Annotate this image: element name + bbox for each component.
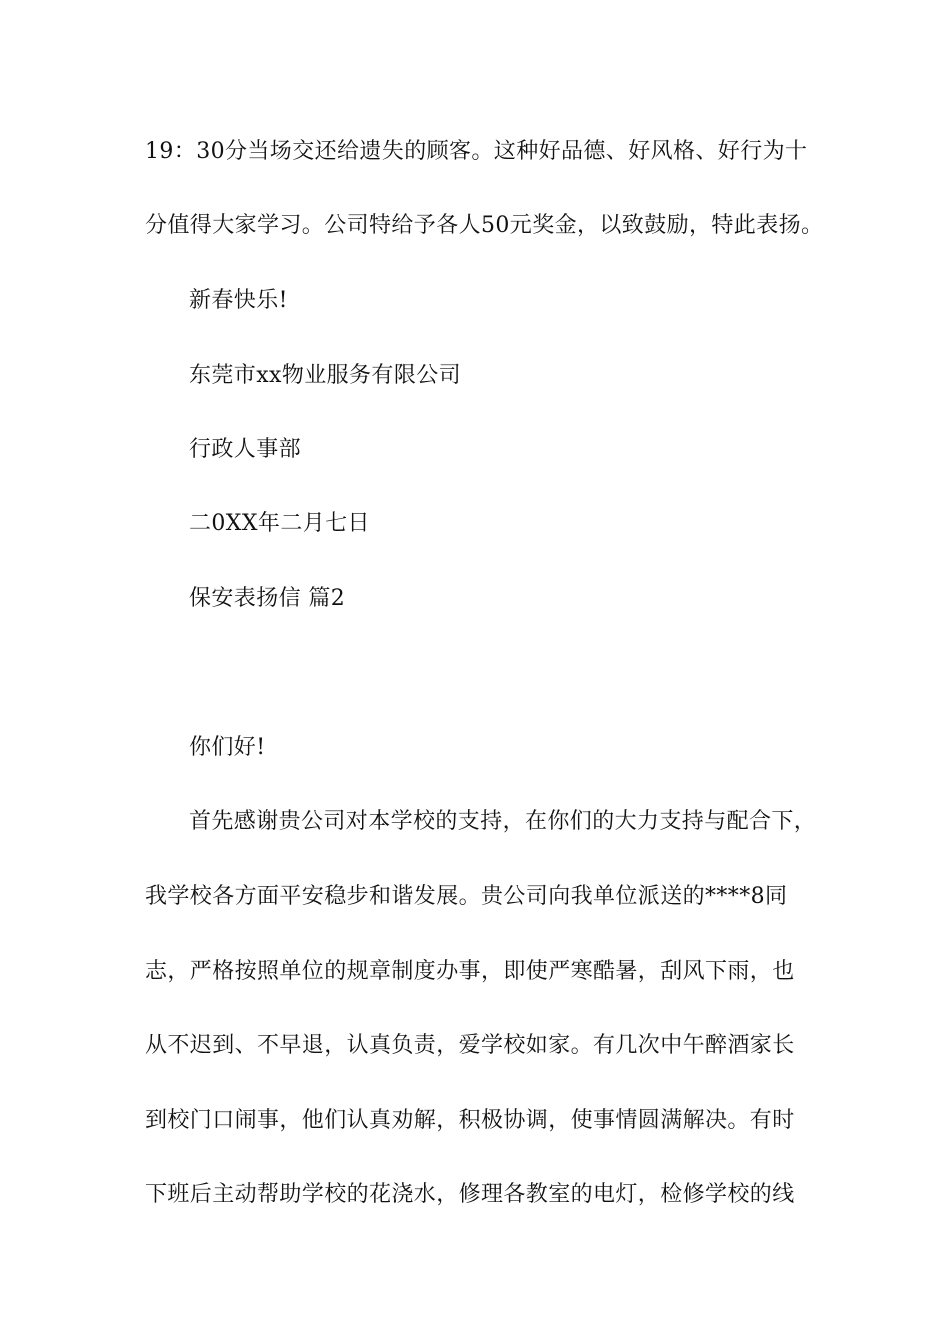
paragraph-line: 到校门口闹事，他们认真劝解，积极协调，使事情圆满解决。有时: [145, 1108, 795, 1133]
paragraph-line: 首先感谢贵公司对本学校的支持，在你们的大力支持与配合下，: [189, 809, 817, 834]
paragraph-line: 分值得大家学习。公司特给予各人50元奖金，以致鼓励，特此表扬。: [145, 213, 824, 238]
company-name: 东莞市xx物业服务有限公司: [189, 363, 462, 388]
paragraph-line: 志，严格按照单位的规章制度办事，即使严寒酷暑，刮风下雨，也: [145, 959, 795, 984]
paragraph-line: 我学校各方面平安稳步和谐发展。贵公司向我单位派送的****8同: [145, 884, 788, 909]
salutation: 你们好!: [189, 735, 266, 760]
department-name: 行政人事部: [189, 437, 302, 462]
greeting-line: 新春快乐!: [189, 288, 288, 313]
section-title: 保安表扬信 篇2: [189, 586, 346, 611]
paragraph-line: 19：30分当场交还给遗失的顾客。这种好品德、好风格、好行为十: [145, 139, 808, 164]
paragraph-line: 从不迟到、不早退，认真负责，爱学校如家。有几次中午醉酒家长: [145, 1033, 795, 1058]
date-line: 二0XX年二月七日: [189, 511, 370, 536]
paragraph-line: 下班后主动帮助学校的花浇水，修理各教室的电灯，检修学校的线: [145, 1182, 795, 1207]
